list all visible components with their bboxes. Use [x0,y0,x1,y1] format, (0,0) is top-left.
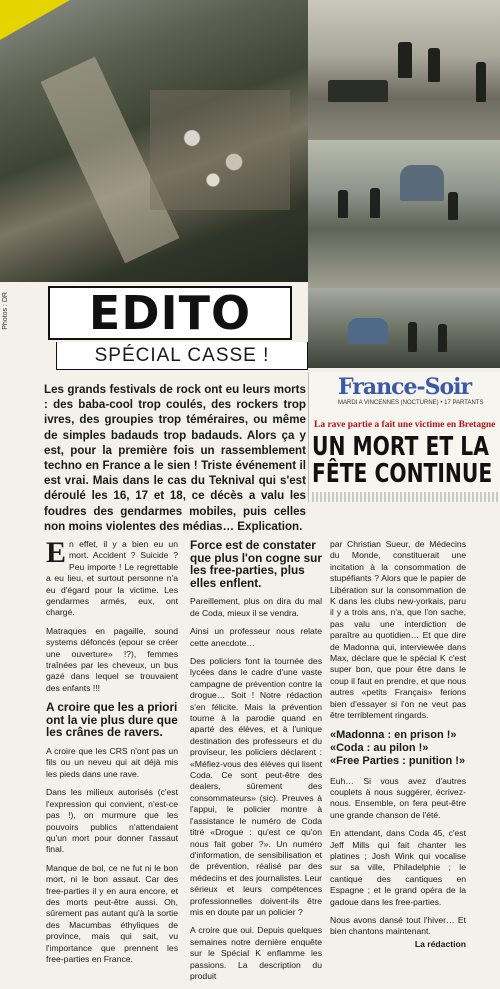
photo-figure [438,324,447,352]
headline-line-1: UN MORT ET LA [312,432,489,462]
slogan: «Coda : au pilon !» [330,741,429,754]
photo-credit: Photos : DR [2,292,9,330]
yellow-corner-accent [0,0,70,40]
newspaper-headline [312,432,493,489]
paragraph: A croire que oui. Depuis quelques semaines notre dernière enquête sur le Spécial K enflamme les passions. La description du produit [190,925,322,981]
paragraph: En attendant, dans Coda 45, c'est Jeff Mills qui fait chanter les platines ; Josh Wink qui vocalise sur sa ville, Philadelphie ; le cantique des cantiques en Espagne ; et le grand opéra de la gadoue dans les free-parties. [330,828,466,907]
paragraph: Dans les milieux autorisés (c'est l'expression qui convient, n'est-ce pas !), on murmure que les pouvoirs publics n'attendaient qu'un mort pour donner l'assaut final. [46,787,178,855]
paragraph: A croire que les CRS n'ont pas un fils ou un neveu qui ait déjà mis les pieds dans une rave. [46,746,178,779]
photo-gendarmes-3 [308,288,500,368]
photo-figure [370,188,380,218]
article-column-1 [46,536,178,972]
intro-paragraph: Les grands festivals de rock ont eu leurs morts : des baba-cool trop coulés, des rockers trop ivres, des groupies trop téméraires, ou même de simples badauds trop badauds. Alors ça y est, pour la première fois un rassemblement techno en France a le sien ! Triste événement il est vrai. Mais dans le cas du Teknival qui s'est déroulé les 16, 17 et 18, ce décès a valu les foudres des gendarmes mobiles, puis celles non moins violentes des médias… Explication. [44,383,306,533]
subheading-slogans [330,729,466,768]
slogan: «Madonna : en prison !» [330,728,457,741]
subheading: A croire que les a priori ont la vie plus dure que les crânes de ravers. [46,700,178,740]
photo-gendarmes-1 [308,0,500,140]
photo-teknival-camp-aerial [0,0,308,282]
paragraph: Nous avons dansé tout l'hiver… Et bien chantons maintenant. [330,914,466,937]
paragraph: par Christian Sueur, de Médecins du Monde, constituerait une incitation à la consommation de stupéfiants ? Alors que le papier de Libération sur la consommation de K dans les clubs new-yorkais, paru il y a trois ans, n'a, que l'on sache, pas valu une interdiction de paraître au quotidien… Et que dire de Madonna qui, interviewée dans Max, déclare que le spécial K c'est super bon, que pour être dans le coup il faut en prendre, et que nous autres «petits Français» ferions bien d'essayer si l'on ne veut pas être terriblement ringards. [330,539,466,721]
paragraph: Euh… Si vous avez d'autres couplets à nous suggérer, écrivez-nous. Ensemble, on fera peut-être une grande chanson de l'été. [330,775,466,820]
signature: La rédaction [414,938,466,949]
headline-line-2: FÊTE CONTINUE [312,459,493,489]
paragraph: Manque de bol, ce ne fut ni le bon mort, ni le bon assaut. Car des free-parties il y en aura encore, et des morts peut-être aussi. Oh, sûrement pas autant qu'à la sortie des Macumbas éthyliques de province, mais qui sait, vu l'importance que prennent les free-parties en France. [46,862,178,964]
page-title: EDITO [88,286,252,340]
photo-vehicles [150,90,290,210]
paragraph: Pareillement, plus on dira du mal de Coda, mieux il se vendra. [190,596,322,618]
photo-figure [398,42,412,78]
photo-figure [428,48,440,82]
photo-figure [476,62,486,102]
newspaper-kicker: La rave partie a fait une victime en Bretagne [314,420,496,430]
article-column-2 [190,539,322,989]
photo-gendarmes-2 [308,140,500,288]
photo-vehicle [400,165,444,201]
slogan: «Free Parties : punition !» [330,754,466,767]
paragraph: Des policiers font la tournée des lycées dans le cadre d'une vaste campagne de prévention contre la drogue… Soit ! Notre rédaction s'en félicite. Mais la prévention tourne à la parodie quand en aparté des élèves, et à l'unique destination des professeurs et du proviseur, les policiers déclarent : «Méfiez-vous des élèves qui lisent Coda. Ce sont peut-être des dealers, sûrement des consommateurs» (sic). Preuves à l'appui, le policier montre à l'assistance le numéro de Coda titré «Drogue : qu'est ce qu'on nous fait gober ?». Un numéro d'information, de sensibilisation et de prévention, réalisé par des médecins et des journalistes. Leur sérieux et leurs compétences professionnelles doivent-ils être mis en doute par un policier ? [190,656,322,917]
newspaper-dateline: MARDI A VINCENNES (NOCTURNE) • 17 PARTANTS [338,400,484,406]
subheading: Force est de constater que plus l'on cogne sur les free-parties, plus elles enflent. [190,538,322,590]
article-column-3 [330,539,466,950]
photo-figure [448,192,458,220]
paragraph: n effet, il y a bien eu un mort. Accident ? Suicide ? Peu importe ! Le regrettable a eu lieu, et surtout personne n'a eu d'égard pour la victime. Les gendarmes armés, eux, ont chargé. [46,539,178,618]
newspaper-fine-print [312,492,498,502]
page-subtitle: SPÉCIAL CASSE ! [56,342,308,370]
paragraph: Matraques en pagaille, sound systems défoncés (epour se créer une ouverture» !?), femmes traînées par les cheveux, un bus gazé dans lequel se trouvaient des enfants !!! [46,625,178,693]
drop-cap: E [46,536,67,569]
photo-vehicle [348,318,388,344]
photo-figure [338,190,348,218]
photo-figure [408,322,417,352]
paragraph: Ainsi un professeur nous relate cette anecdote… [190,626,322,648]
newspaper-logo: France-Soir [338,374,472,400]
photo-car [328,80,388,102]
